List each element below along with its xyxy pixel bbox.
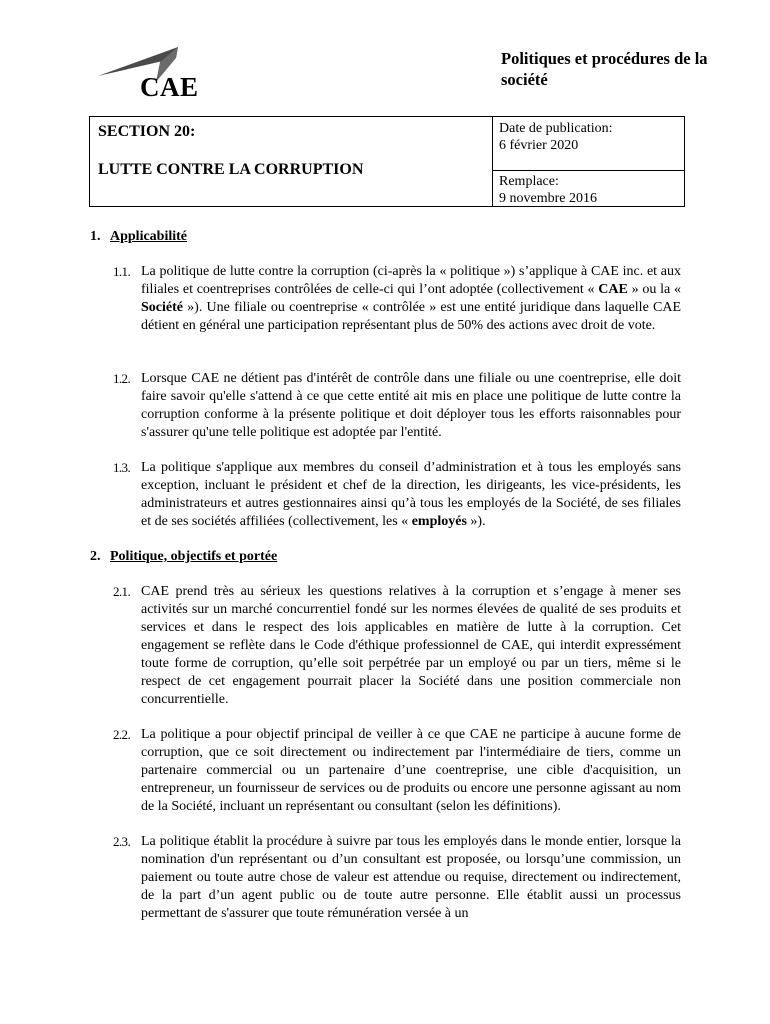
publication-value: 6 février 2020 [499,138,579,153]
bold-term-employes: employés [411,514,467,529]
text-segment: » ou la « [627,282,682,297]
replaces-date [499,173,597,207]
logo-text: CAE [140,72,199,102]
paragraph-text [141,459,681,531]
section-title: LUTTE CONTRE LA CORRUPTION [98,161,364,178]
paragraph-number: 2.2. [113,727,131,742]
paragraph-1-3 [113,459,681,531]
paragraph-text: La politique établit la procédure à suivre par tous les employés dans le monde entier, lorsque la nomination d'un représentant ou d’un consultant est proposée, ou lorsqu’une commission, un paiement ou toute autre chose de valeur est attendue ou requise, directement ou indirectement, de la part d’un agent public ou de toute autre personne. Elle établit aussi un processus permettant de s'assurer que toute rémunération versée à un [141,834,681,921]
bold-term-cae: CAE [598,282,628,297]
section-title-text: Politique, objectifs et portée [110,549,278,564]
paragraph-text: La politique a pour objectif principal de veiller à ce que CAE ne participe à aucune forme de corruption, que ce soit directement ou indirectement par l'intermédiaire de tiers, comme un partenaire commercial ou un partenaire d’une coentreprise, une cible d'acquisition, un entrepreneur, un fournisseur de services ou de produits ou encore une personne agissant au nom de la Société, incluant un représentant ou consultant (selon les définitions). [141,727,681,814]
publication-label: Date de publication: [499,121,613,136]
paragraph-number: 2.1. [113,584,131,599]
paragraph-1-1 [113,263,681,353]
section-heading-applicability [90,229,187,245]
paragraph-2-1 [113,583,681,709]
section-number: 2. [90,549,101,564]
section-label: SECTION 20: [98,123,196,140]
section-heading-policy [90,549,277,565]
paragraph-text [141,263,681,335]
paragraph-number: 1.1. [113,264,131,279]
dates-cell [493,117,684,206]
paragraph-text: CAE prend très au sérieux les questions relatives à la corruption et s’engage à mener ses activités sur un marché concurrentiel fondé sur les normes élevées de qualité de ses produits et services et dans le respect des lois applicables en matière de lutte à la corruption. Cet engagement se reflète dans le Code d'éthique professionnel de CAE, qui interdit expressément toute forme de corruption, qu’elle soit perpétrée par un employé ou par un tiers, même si le respect de cet engagement pourrait placer la Société dans une position commerciale non concurrentielle. [141,584,681,707]
text-segment: La politique de lutte contre la corruption (ci-après la « politique ») s’applique à CAE inc. et aux filiales et coentreprises contrôlées de celle-ci qui l’ont adoptée (collectivement « [141,264,681,297]
publication-date [499,120,613,154]
cell-divider [493,170,684,171]
paragraph-number: 2.3. [113,834,131,849]
header-table [89,116,685,207]
replaces-label: Remplace: [499,174,559,189]
cae-logo [98,46,208,104]
paragraph-number: 1.3. [113,460,131,475]
paragraph-1-2 [113,370,681,442]
section-cell [90,117,493,206]
document-type-title: Politiques et procédures de la société [501,49,708,89]
text-segment: »). [466,514,486,529]
paragraph-number: 1.2. [113,371,131,386]
paragraph-2-3 [113,833,681,923]
paragraph-text: Lorsque CAE ne détient pas d'intérêt de contrôle dans une filiale ou une coentreprise, elle doit faire savoir qu'elle s'attend à ce que cette entité ait mis en place une politique de lutte contre la corruption conforme à la présente politique et doit déployer tous les efforts raisonnables pour s'assurer qu'une telle politique est adoptée par l'entité. [141,371,681,440]
text-segment: La politique s'applique aux membres du conseil d’administration et à tous les employés sans exception, incluant le président et chef de la direction, les dirigeants, les vice-présidents, les administrateurs et autres gestionnaires ainsi qu’à tous les employés de la Société, de ses filiales et de ses sociétés affiliées (collectivement, les « [141,460,681,529]
paragraph-2-2 [113,726,681,816]
bold-term-societe: Société [141,300,183,315]
text-segment: »). Une filiale ou coentreprise « contrôlée » est une entité juridique dans laquelle CAE détient en général une participation représentant plus de 50% des actions avec droit de vote. [141,300,681,333]
section-number: 1. [90,229,101,244]
section-title-text: Applicabilité [110,229,188,244]
replaces-value: 9 novembre 2016 [499,191,597,206]
